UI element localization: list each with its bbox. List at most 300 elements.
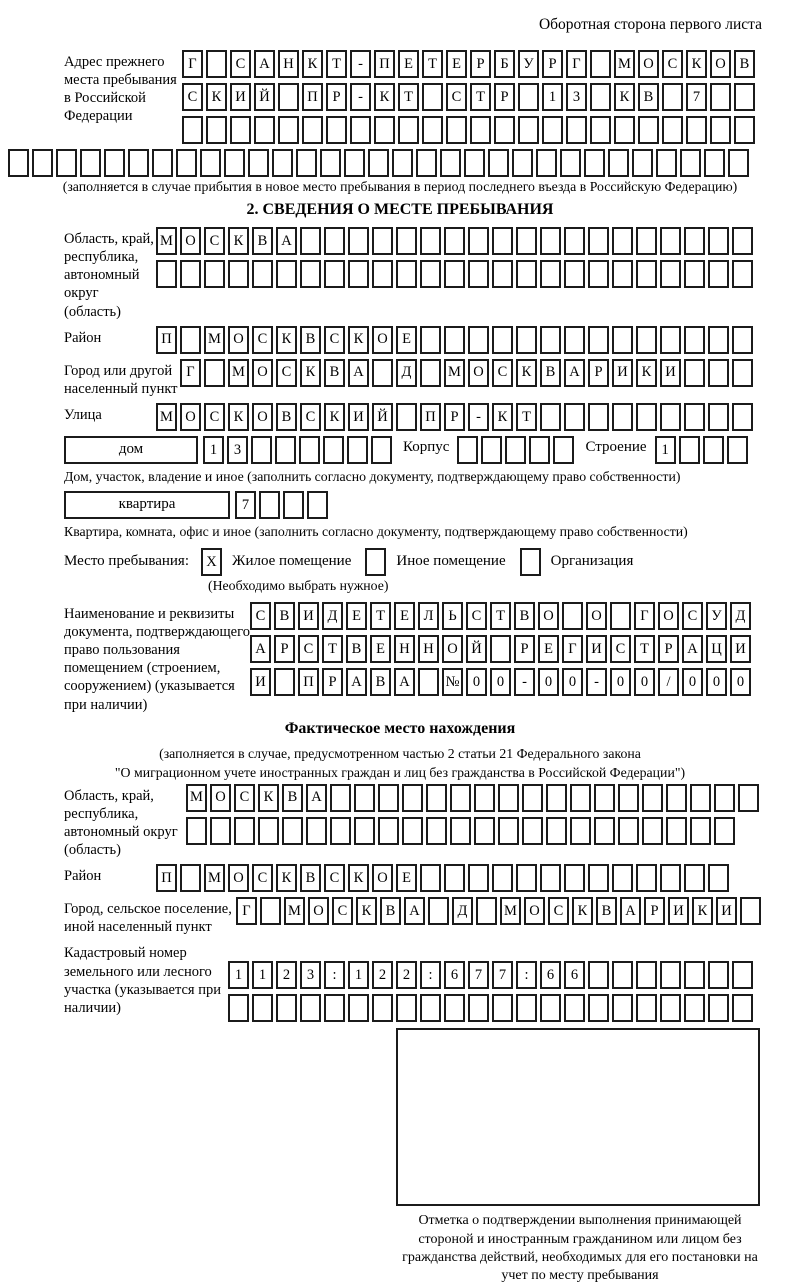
form-cell-empty <box>564 227 585 255</box>
form-cell-empty <box>378 817 399 845</box>
form-cell-filled: П <box>298 668 319 696</box>
form-cell-filled: С <box>466 602 487 630</box>
form-cell-empty <box>570 784 591 812</box>
form-cell-empty <box>320 149 341 177</box>
form-cell-filled: А <box>254 50 275 78</box>
actual-district-label: Район <box>64 868 102 885</box>
form-cell-empty <box>420 864 441 892</box>
form-cell-filled: К <box>348 864 369 892</box>
form-cell-empty <box>684 403 705 431</box>
form-cell-filled: У <box>706 602 727 630</box>
form-cell-filled: О <box>658 602 679 630</box>
form-cell-filled: Д <box>322 602 343 630</box>
form-cell-filled: В <box>300 326 321 354</box>
form-cell-filled: 2 <box>372 961 393 989</box>
street-row <box>156 403 756 431</box>
form-cell-filled: С <box>446 83 467 111</box>
form-cell-empty <box>588 260 609 288</box>
form-cell-empty <box>522 784 543 812</box>
form-cell-empty <box>636 260 657 288</box>
form-cell-empty <box>660 994 681 1022</box>
form-cell-filled: К <box>516 359 537 387</box>
form-cell-empty <box>468 326 489 354</box>
form-cell-empty <box>324 260 345 288</box>
stroenie-label: Строение <box>585 438 647 455</box>
form-cell-empty <box>450 784 471 812</box>
actual-region-label: Область, край, республика, автономный округ (область) <box>64 787 178 858</box>
form-cell-empty <box>300 227 321 255</box>
form-cell-filled: С <box>300 403 321 431</box>
form-cell-empty <box>306 817 327 845</box>
form-cell-filled: И <box>612 359 633 387</box>
form-cell-empty <box>234 817 255 845</box>
form-cell-filled: Е <box>538 635 559 663</box>
form-cell-empty <box>481 436 502 464</box>
form-cell-filled: Р <box>494 83 515 111</box>
form-cell-filled: Ц <box>706 635 727 663</box>
form-cell-filled: А <box>346 668 367 696</box>
form-cell-filled: Д <box>730 602 751 630</box>
form-cell-empty <box>457 436 478 464</box>
option-residential-label: Жилое помещение <box>232 553 352 570</box>
form-cell-filled: К <box>572 897 593 925</box>
form-cell-empty <box>307 491 328 519</box>
form-cell-filled: И <box>586 635 607 663</box>
prev-address-row-2 <box>182 83 758 111</box>
form-cell-empty <box>278 116 299 144</box>
form-cell-filled: Т <box>470 83 491 111</box>
form-cell-filled: М <box>156 227 177 255</box>
form-cell-empty <box>684 260 705 288</box>
checkbox-organization <box>520 548 541 576</box>
apartment-cells <box>235 491 331 519</box>
form-cell-empty <box>590 50 611 78</box>
form-cell-empty <box>708 326 729 354</box>
form-cell-empty <box>734 116 755 144</box>
form-cell-filled: О <box>372 864 393 892</box>
form-cell-empty <box>679 436 700 464</box>
house-cells <box>203 436 395 464</box>
form-cell-empty <box>494 116 515 144</box>
field-cadastral <box>64 941 800 1022</box>
form-cell-empty <box>612 994 633 1022</box>
form-cell-empty <box>708 260 729 288</box>
form-cell-empty <box>8 149 29 177</box>
form-cell-filled: Р <box>444 403 465 431</box>
form-cell-empty <box>529 436 550 464</box>
document-row-1 <box>250 602 754 630</box>
form-cell-empty <box>300 260 321 288</box>
form-cell-filled: 0 <box>610 668 631 696</box>
form-cell-filled: Т <box>422 50 443 78</box>
form-cell-empty <box>684 359 705 387</box>
form-cell-filled: И <box>668 897 689 925</box>
form-cell-filled: Р <box>658 635 679 663</box>
stamp-area <box>396 1028 764 1285</box>
stay-type-row <box>64 548 800 576</box>
form-cell-filled: Г <box>180 359 201 387</box>
form-cell-filled: Н <box>418 635 439 663</box>
form-cell-filled: К <box>492 403 513 431</box>
actual-region-row-2 <box>186 817 762 845</box>
form-cell-empty <box>542 116 563 144</box>
form-cell-filled: 1 <box>655 436 676 464</box>
form-cell-filled: О <box>308 897 329 925</box>
form-cell-empty <box>420 359 441 387</box>
form-cell-empty <box>553 436 574 464</box>
form-cell-filled: Р <box>588 359 609 387</box>
form-cell-filled: А <box>348 359 369 387</box>
form-cell-empty <box>505 436 526 464</box>
form-cell-empty <box>324 227 345 255</box>
form-cell-empty <box>690 817 711 845</box>
form-cell-empty <box>444 326 465 354</box>
form-cell-empty <box>516 227 537 255</box>
form-cell-filled: 0 <box>682 668 703 696</box>
form-cell-empty <box>396 994 417 1022</box>
form-cell-empty <box>182 116 203 144</box>
form-cell-empty <box>498 817 519 845</box>
form-cell-empty <box>464 149 485 177</box>
form-cell-empty <box>275 436 296 464</box>
form-cell-empty <box>206 50 227 78</box>
korpus-label: Корпус <box>403 438 450 455</box>
form-cell-filled: М <box>284 897 305 925</box>
field-actual-region <box>64 784 800 860</box>
form-cell-filled: Е <box>446 50 467 78</box>
form-cell-empty <box>512 149 533 177</box>
form-cell-filled: К <box>228 403 249 431</box>
form-cell-filled: Ь <box>442 602 463 630</box>
form-cell-filled: С <box>204 403 225 431</box>
form-cell-empty <box>278 83 299 111</box>
form-cell-filled: С <box>324 864 345 892</box>
form-cell-empty <box>468 260 489 288</box>
form-cell-empty <box>348 227 369 255</box>
form-cell-filled: 7 <box>235 491 256 519</box>
form-cell-filled: И <box>730 635 751 663</box>
form-cell-empty <box>282 817 303 845</box>
form-cell-empty <box>302 116 323 144</box>
form-cell-empty <box>590 83 611 111</box>
prev-address-note: (заполняется в случае прибытия в новое место пребывания в период последнего въезда в Российскую Федерацию) <box>62 179 738 194</box>
form-cell-empty <box>540 864 561 892</box>
form-cell-filled: В <box>282 784 303 812</box>
form-cell-empty <box>732 961 753 989</box>
form-cell-empty <box>420 260 441 288</box>
form-cell-empty <box>488 149 509 177</box>
form-cell-filled: Д <box>452 897 473 925</box>
form-cell-empty <box>230 116 251 144</box>
form-cell-filled: О <box>710 50 731 78</box>
form-cell-empty <box>632 149 653 177</box>
form-cell-empty <box>276 260 297 288</box>
form-cell-empty <box>498 784 519 812</box>
house-note: Дом, участок, владение и иное (заполнить согласно документу, подтверждающему право собственности) <box>64 468 681 484</box>
form-cell-filled: А <box>250 635 271 663</box>
form-cell-filled: М <box>500 897 521 925</box>
form-cell-empty <box>330 784 351 812</box>
form-cell-empty <box>608 149 629 177</box>
form-cell-empty <box>660 227 681 255</box>
form-cell-empty <box>636 994 657 1022</box>
form-cell-empty <box>492 326 513 354</box>
form-cell-empty <box>684 961 705 989</box>
form-cell-empty <box>396 260 417 288</box>
form-cell-filled: А <box>404 897 425 925</box>
form-cell-filled: К <box>692 897 713 925</box>
form-cell-empty <box>468 994 489 1022</box>
form-cell-filled: Н <box>394 635 415 663</box>
form-cell-empty <box>422 116 443 144</box>
form-cell-filled: С <box>204 227 225 255</box>
field-city <box>64 359 800 398</box>
form-cell-filled: Р <box>274 635 295 663</box>
form-cell-filled: Г <box>562 635 583 663</box>
form-cell-empty <box>224 149 245 177</box>
form-cell-empty <box>564 994 585 1022</box>
form-cell-filled: - <box>350 83 371 111</box>
form-cell-filled: 1 <box>348 961 369 989</box>
form-cell-empty <box>518 83 539 111</box>
form-cell-empty <box>371 436 392 464</box>
form-cell-empty <box>210 817 231 845</box>
form-cell-filled: Т <box>398 83 419 111</box>
form-cell-empty <box>426 784 447 812</box>
form-cell-empty <box>492 864 513 892</box>
form-cell-filled: Т <box>322 635 343 663</box>
form-cell-empty <box>326 116 347 144</box>
form-cell-filled: Д <box>396 359 417 387</box>
region-label: Область, край, республика, автономный округ (область) <box>64 231 154 320</box>
form-cell-empty <box>546 817 567 845</box>
form-cell-filled: Г <box>236 897 257 925</box>
form-cell-empty <box>128 149 149 177</box>
form-cell-empty <box>402 784 423 812</box>
form-cell-empty <box>152 149 173 177</box>
form-cell-empty <box>740 897 761 925</box>
form-cell-empty <box>440 149 461 177</box>
form-cell-empty <box>444 994 465 1022</box>
form-cell-empty <box>560 149 581 177</box>
corner-note: Оборотная сторона первого листа <box>538 16 762 33</box>
district-label: Район <box>64 329 102 346</box>
form-cell-filled: 7 <box>492 961 513 989</box>
form-cell-empty <box>416 149 437 177</box>
stroenie-cells <box>655 436 751 464</box>
form-cell-filled: - <box>468 403 489 431</box>
actual-city-label: Город, сельское поселение, иной населенный пункт <box>64 901 232 936</box>
form-cell-filled: П <box>156 864 177 892</box>
form-cell-empty <box>420 326 441 354</box>
form-cell-filled: О <box>468 359 489 387</box>
form-cell-filled: В <box>252 227 273 255</box>
form-cell-empty <box>540 260 561 288</box>
form-cell-filled: С <box>298 635 319 663</box>
form-cell-empty <box>734 83 755 111</box>
form-cell-empty <box>422 83 443 111</box>
form-cell-empty <box>704 149 725 177</box>
form-cell-filled: В <box>596 897 617 925</box>
form-cell-empty <box>283 491 304 519</box>
form-cell-empty <box>710 83 731 111</box>
form-cell-empty <box>518 116 539 144</box>
form-cell-empty <box>492 227 513 255</box>
form-cell-empty <box>618 784 639 812</box>
form-cell-filled: 1 <box>228 961 249 989</box>
form-cell-empty <box>200 149 221 177</box>
form-cell-empty <box>612 326 633 354</box>
form-cell-filled: Т <box>634 635 655 663</box>
actual-location-note-1: (заполняется в случае, предусмотренном частью 2 статьи 21 Федерального закона <box>159 745 641 761</box>
form-cell-empty <box>703 436 724 464</box>
form-cell-filled: К <box>374 83 395 111</box>
form-cell-filled: С <box>252 864 273 892</box>
form-cell-filled: М <box>204 326 225 354</box>
form-cell-filled: 2 <box>396 961 417 989</box>
form-cell-empty <box>398 116 419 144</box>
form-cell-empty <box>228 994 249 1022</box>
form-cell-filled: 7 <box>686 83 707 111</box>
form-cell-empty <box>588 403 609 431</box>
form-cell-filled: / <box>658 668 679 696</box>
form-cell-filled: В <box>276 403 297 431</box>
form-cell-filled: С <box>662 50 683 78</box>
form-cell-filled: Р <box>326 83 347 111</box>
form-cell-filled: О <box>442 635 463 663</box>
form-cell-empty <box>588 994 609 1022</box>
form-cell-filled: 0 <box>538 668 559 696</box>
form-cell-empty <box>420 227 441 255</box>
form-cell-filled: П <box>302 83 323 111</box>
form-cell-empty <box>372 260 393 288</box>
form-cell-empty <box>614 116 635 144</box>
form-cell-filled: Г <box>182 50 203 78</box>
form-cell-empty <box>660 260 681 288</box>
form-cell-empty <box>444 260 465 288</box>
form-cell-empty <box>396 403 417 431</box>
form-cell-filled: Е <box>396 326 417 354</box>
form-cell-filled: С <box>276 359 297 387</box>
form-cell-filled: Р <box>514 635 535 663</box>
korpus-cells <box>457 436 577 464</box>
form-cell-filled: 0 <box>562 668 583 696</box>
form-cell-filled: 6 <box>540 961 561 989</box>
form-cell-filled: № <box>442 668 463 696</box>
form-cell-filled: С <box>252 326 273 354</box>
form-cell-empty <box>636 864 657 892</box>
actual-city-row <box>236 897 764 925</box>
form-cell-filled: О <box>538 602 559 630</box>
form-cell-empty <box>546 784 567 812</box>
form-cell-filled: А <box>276 227 297 255</box>
form-cell-filled: В <box>380 897 401 925</box>
form-cell-empty <box>594 817 615 845</box>
form-cell-filled: 7 <box>468 961 489 989</box>
form-cell-filled: - <box>586 668 607 696</box>
field-street <box>64 403 800 431</box>
form-cell-empty <box>612 403 633 431</box>
form-cell-filled: С <box>182 83 203 111</box>
prev-address-row-1 <box>182 50 758 78</box>
form-cell-filled: К <box>636 359 657 387</box>
option-organization-label: Организация <box>550 553 634 570</box>
form-cell-filled: К <box>276 326 297 354</box>
form-cell-filled: М <box>614 50 635 78</box>
form-cell-filled: А <box>306 784 327 812</box>
form-cell-empty <box>732 403 753 431</box>
form-cell-empty <box>104 149 125 177</box>
form-cell-empty <box>732 359 753 387</box>
form-cell-empty <box>732 326 753 354</box>
form-cell-filled: 0 <box>490 668 511 696</box>
form-cell-empty <box>299 436 320 464</box>
form-cell-filled: М <box>156 403 177 431</box>
form-cell-empty <box>732 994 753 1022</box>
form-cell-filled: С <box>332 897 353 925</box>
form-cell-empty <box>540 994 561 1022</box>
checkbox-residential: X <box>201 548 222 576</box>
form-cell-filled: О <box>180 403 201 431</box>
form-cell-empty <box>536 149 557 177</box>
form-cell-empty <box>660 961 681 989</box>
form-cell-filled: 0 <box>466 668 487 696</box>
form-cell-filled: С <box>610 635 631 663</box>
form-cell-empty <box>324 994 345 1022</box>
form-cell-empty <box>636 961 657 989</box>
form-cell-filled: О <box>638 50 659 78</box>
form-cell-empty <box>516 260 537 288</box>
form-cell-filled: К <box>206 83 227 111</box>
cadastral-row-1 <box>228 961 756 989</box>
form-cell-empty <box>727 436 748 464</box>
form-cell-filled: : <box>516 961 537 989</box>
form-cell-filled: И <box>250 668 271 696</box>
field-district <box>64 326 800 354</box>
form-cell-empty <box>474 784 495 812</box>
form-cell-filled: Т <box>516 403 537 431</box>
form-cell-empty <box>732 227 753 255</box>
prev-address-row-3 <box>182 116 758 144</box>
form-cell-empty <box>276 994 297 1022</box>
form-cell-empty <box>636 326 657 354</box>
prev-address-row-4 <box>8 149 800 177</box>
field-actual-city <box>64 897 800 936</box>
form-cell-filled: О <box>372 326 393 354</box>
form-cell-filled: С <box>548 897 569 925</box>
form-cell-empty <box>444 227 465 255</box>
form-cell-empty <box>660 403 681 431</box>
prev-address-label: Адрес прежнего места пребывания в Российской Федерации <box>64 54 177 125</box>
form-cell-filled: К <box>686 50 707 78</box>
document-row-2 <box>250 635 754 663</box>
form-cell-empty <box>660 326 681 354</box>
actual-location-note-2: "О миграционном учете иностранных граждан и лиц без гражданства в Российской Федерации") <box>114 764 686 780</box>
form-cell-filled: И <box>348 403 369 431</box>
form-cell-empty <box>474 817 495 845</box>
form-cell-filled: П <box>420 403 441 431</box>
form-cell-empty <box>372 227 393 255</box>
form-cell-filled: В <box>370 668 391 696</box>
form-cell-empty <box>248 149 269 177</box>
form-cell-empty <box>176 149 197 177</box>
cadastral-label: Кадастровый номер земельного или лесного участка (указывается при наличии) <box>64 945 221 1016</box>
form-cell-empty <box>80 149 101 177</box>
cadastral-row-2 <box>228 994 756 1022</box>
form-cell-filled: О <box>252 359 273 387</box>
form-cell-filled: В <box>638 83 659 111</box>
region-row-1 <box>156 227 756 255</box>
